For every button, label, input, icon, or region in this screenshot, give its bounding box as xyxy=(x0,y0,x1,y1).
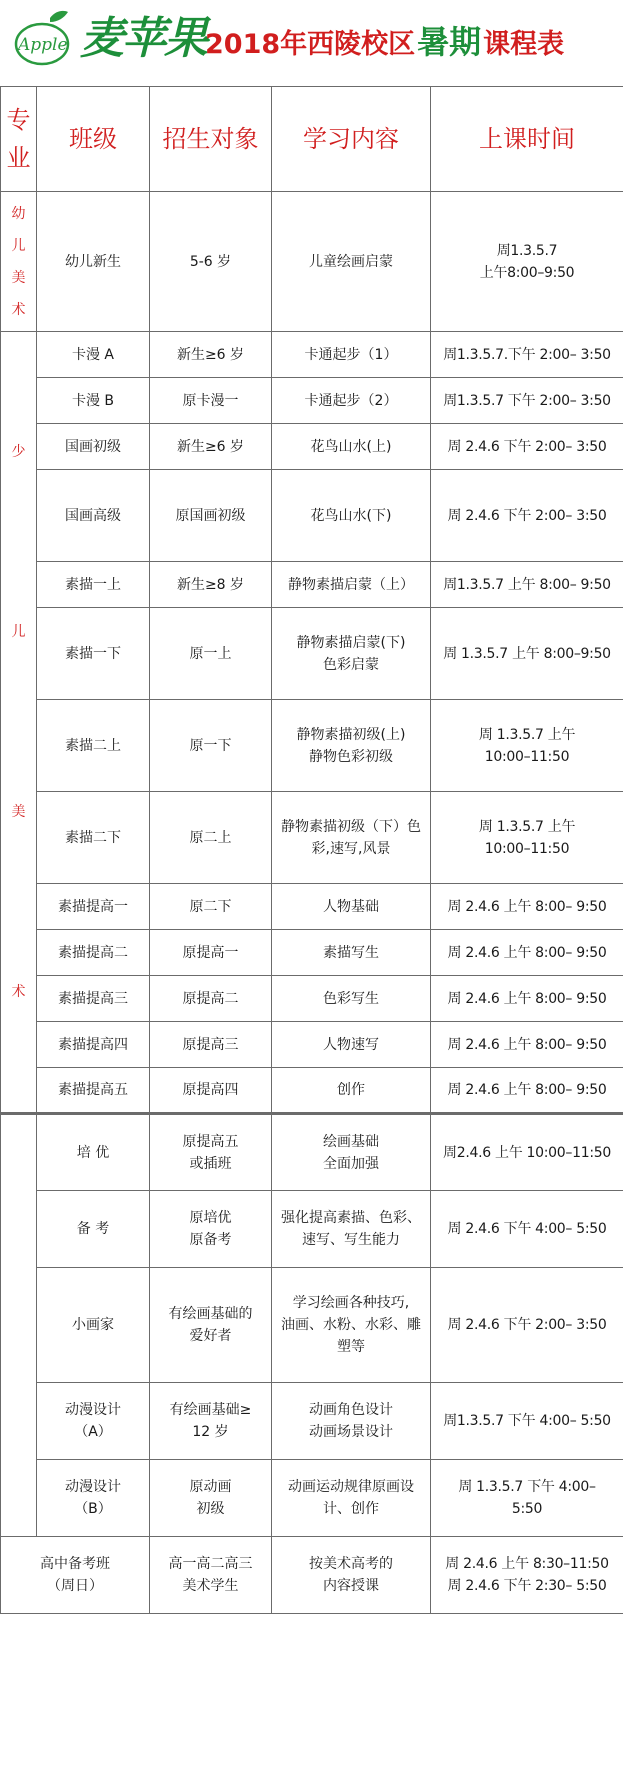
target-text: 原培优 xyxy=(189,1210,232,1226)
target-text: 原二下 xyxy=(189,898,232,915)
cell-time xyxy=(431,332,623,378)
time-text: 周 1.3.5.7 上午 xyxy=(478,726,576,743)
table-row xyxy=(1,1460,623,1537)
class-text: 动漫设计 xyxy=(65,1402,121,1418)
target-text: 有绘画基础≥ xyxy=(169,1402,252,1418)
content-text: 卡通起步（2） xyxy=(304,392,398,409)
cell-time xyxy=(431,470,623,562)
content-text: 静物色彩初级 xyxy=(309,748,393,765)
cell-content xyxy=(272,378,431,424)
cell-content xyxy=(272,1191,431,1268)
cell-time xyxy=(431,378,623,424)
content-text: 彩,速写,风景 xyxy=(311,840,391,857)
cell-time xyxy=(431,792,623,884)
cell-target xyxy=(150,1022,272,1068)
cell-content xyxy=(272,424,431,470)
title-schedule: 课程表 xyxy=(483,29,565,60)
cell-class xyxy=(37,1022,150,1068)
page-header xyxy=(0,0,623,86)
cell-class xyxy=(37,1460,150,1537)
target-text: 新生≥6 岁 xyxy=(176,438,245,455)
header-time: 上课时间 xyxy=(431,87,623,192)
class-text: 卡漫 B xyxy=(71,392,115,409)
cell-target xyxy=(150,1537,272,1614)
class-text: 素描二下 xyxy=(65,829,121,846)
course-schedule-table xyxy=(0,86,623,1614)
time-text: 周 1.3.5.7 上午 8:00–9:50 xyxy=(443,645,611,662)
major-blank xyxy=(1,1114,37,1537)
cell-class xyxy=(37,930,150,976)
target-text: 原卡漫一 xyxy=(182,392,239,409)
time-text: 周 1.3.5.7 上午 xyxy=(478,818,576,835)
cell-class xyxy=(37,1191,150,1268)
table-row xyxy=(1,332,623,378)
content-text: 计、创作 xyxy=(323,1501,379,1517)
class-text: 素描提高三 xyxy=(58,990,128,1007)
class-text: 高中备考班 xyxy=(40,1556,110,1572)
class-text: 幼儿新生 xyxy=(65,253,121,270)
table-row xyxy=(1,976,623,1022)
cell-content xyxy=(272,1383,431,1460)
content-text: 花鸟山水(上) xyxy=(310,438,392,455)
target-text: 有绘画基础的 xyxy=(168,1306,253,1322)
time-text: 周 2.4.6 下午 2:00– 3:50 xyxy=(447,507,607,524)
cell-content xyxy=(272,700,431,792)
major-kids-art: 幼 儿 美 术 xyxy=(1,192,37,332)
class-text: 动漫设计 xyxy=(65,1479,121,1495)
table-row xyxy=(1,424,623,470)
cell-time xyxy=(431,562,623,608)
content-text: 卡通起步（1） xyxy=(304,346,398,363)
target-text: 初级 xyxy=(196,1501,225,1517)
cell-class xyxy=(37,1114,150,1191)
target-text: 原一上 xyxy=(189,645,232,662)
cell-class xyxy=(37,700,150,792)
cell-class xyxy=(37,192,150,332)
target-text: 原一下 xyxy=(189,737,232,754)
cell-time xyxy=(431,1268,623,1383)
cell-target xyxy=(150,792,272,884)
content-text: 绘画基础 xyxy=(323,1133,379,1150)
cell-target xyxy=(150,1114,272,1191)
time-text: 周 1.3.5.7 下午 4:00– xyxy=(458,1479,596,1495)
table-row xyxy=(1,1191,623,1268)
cell-time xyxy=(431,1022,623,1068)
cell-content xyxy=(272,1268,431,1383)
cell-content xyxy=(272,1068,431,1114)
table-row xyxy=(1,884,623,930)
content-text: 色彩写生 xyxy=(323,990,379,1007)
cell-time xyxy=(431,700,623,792)
target-text: 新生≥8 岁 xyxy=(176,576,245,593)
cell-content xyxy=(272,332,431,378)
time-text: 周 2.4.6 下午 2:00– 3:50 xyxy=(447,1317,607,1333)
content-text: 静物素描启蒙（上） xyxy=(288,576,414,593)
cell-time xyxy=(431,1068,623,1114)
time-text: 周1.3.5.7.下午 2:00– 3:50 xyxy=(443,346,611,363)
content-text: 静物素描启蒙(下) xyxy=(296,634,406,651)
class-text: （周日） xyxy=(47,1578,103,1594)
table-row xyxy=(1,378,623,424)
class-text: （A） xyxy=(74,1424,112,1440)
time-text: 周 2.4.6 上午 8:00– 9:50 xyxy=(447,1036,607,1053)
major-youth-art: 少 儿 美 术 xyxy=(1,332,37,1114)
cell-target xyxy=(150,1268,272,1383)
cell-target xyxy=(150,930,272,976)
cell-target xyxy=(150,1191,272,1268)
cell-content xyxy=(272,884,431,930)
class-text: 小画家 xyxy=(72,1317,114,1333)
target-text: 高一高二高三 xyxy=(168,1556,253,1572)
logo-text: Apple xyxy=(18,35,68,55)
cell-content xyxy=(272,608,431,700)
table-row xyxy=(1,1268,623,1383)
class-text: 国画初级 xyxy=(65,438,121,455)
class-text: （B） xyxy=(74,1501,112,1517)
cell-content xyxy=(272,976,431,1022)
cell-content xyxy=(272,930,431,976)
cell-class xyxy=(37,608,150,700)
class-text: 素描一下 xyxy=(65,645,121,662)
content-text: 人物速写 xyxy=(323,1036,379,1053)
cell-target xyxy=(150,1460,272,1537)
table-row xyxy=(1,700,623,792)
page-title xyxy=(205,20,564,64)
content-text: 花鸟山水(下) xyxy=(310,507,392,524)
time-text: 周 2.4.6 上午 8:00– 9:50 xyxy=(447,944,607,961)
content-text: 素描写生 xyxy=(323,944,379,961)
cell-target xyxy=(150,424,272,470)
content-text: 静物素描初级（下）色 xyxy=(281,818,421,835)
time-text: 上午8:00–9:50 xyxy=(479,264,575,281)
class-text: 素描提高五 xyxy=(58,1082,128,1098)
table-row xyxy=(1,192,623,332)
class-text: 素描提高四 xyxy=(58,1036,128,1053)
time-text: 周2.4.6 上午 10:00–11:50 xyxy=(443,1144,611,1161)
target-text: 原国画初级 xyxy=(175,507,246,524)
cell-class xyxy=(37,884,150,930)
target-text: 12 岁 xyxy=(192,1424,229,1440)
time-text: 周 2.4.6 上午 8:00– 9:50 xyxy=(447,990,607,1007)
cell-class xyxy=(37,378,150,424)
content-text: 全面加强 xyxy=(323,1155,379,1172)
cell-time xyxy=(431,424,623,470)
table-row xyxy=(1,930,623,976)
content-text: 塑等 xyxy=(337,1339,365,1355)
cell-target xyxy=(150,700,272,792)
target-text: 美术学生 xyxy=(182,1578,239,1594)
table-row xyxy=(1,1068,623,1114)
target-text: 爱好者 xyxy=(189,1328,232,1344)
cell-time xyxy=(431,1114,623,1191)
table-body xyxy=(1,192,623,1614)
class-text: 素描二上 xyxy=(65,737,121,754)
content-text: 内容授课 xyxy=(323,1578,379,1594)
cell-class xyxy=(37,1068,150,1114)
table-row xyxy=(1,562,623,608)
content-text: 按美术高考的 xyxy=(309,1556,393,1572)
class-text: 卡漫 A xyxy=(71,346,115,363)
header-class: 班级 xyxy=(37,87,150,192)
cell-target xyxy=(150,332,272,378)
table-row xyxy=(1,1022,623,1068)
cell-target xyxy=(150,1383,272,1460)
table-row xyxy=(1,1114,623,1191)
cell-content xyxy=(272,1537,431,1614)
class-text: 素描一上 xyxy=(65,576,121,593)
cell-time xyxy=(431,930,623,976)
target-text: 原提高四 xyxy=(182,1082,239,1098)
table-row xyxy=(1,470,623,562)
class-text: 国画高级 xyxy=(65,507,121,524)
content-text: 动画场景设计 xyxy=(309,1424,393,1440)
target-text: 原提高二 xyxy=(182,990,239,1007)
header-major: 专 业 xyxy=(1,87,37,192)
cell-class xyxy=(37,792,150,884)
content-text: 静物素描初级(上) xyxy=(296,726,406,743)
content-text: 强化提高素描、色彩、 xyxy=(281,1210,421,1226)
target-text: 原提高一 xyxy=(182,944,239,961)
cell-target xyxy=(150,1068,272,1114)
time-text: 5:50 xyxy=(511,1501,543,1517)
brand-name: 麦苹果 xyxy=(80,13,206,64)
cell-content xyxy=(272,1022,431,1068)
time-text: 周1.3.5.7 下午 4:00– 5:50 xyxy=(443,1413,611,1429)
target-text: 原提高三 xyxy=(182,1036,239,1053)
target-text: 或插班 xyxy=(189,1155,232,1172)
target-text: 原备考 xyxy=(189,1232,232,1248)
content-text: 学习绘画各种技巧, xyxy=(292,1295,410,1311)
cell-target xyxy=(150,608,272,700)
table-row xyxy=(1,792,623,884)
cell-target xyxy=(150,884,272,930)
target-text: 原二上 xyxy=(189,829,232,846)
cell-time xyxy=(431,1460,623,1537)
title-summer: 暑期 xyxy=(417,23,482,61)
table-row xyxy=(1,608,623,700)
cell-time xyxy=(431,1191,623,1268)
cell-time xyxy=(431,1537,623,1614)
cell-class xyxy=(37,424,150,470)
apple-logo xyxy=(4,8,76,68)
cell-content xyxy=(272,1114,431,1191)
time-text: 周 2.4.6 下午 2:30– 5:50 xyxy=(447,1578,607,1594)
time-text: 周 2.4.6 上午 8:00– 9:50 xyxy=(447,898,607,915)
time-text: 周 2.4.6 下午 4:00– 5:50 xyxy=(447,1221,607,1237)
target-text: 原提高五 xyxy=(182,1133,239,1150)
time-text: 周1.3.5.7 xyxy=(496,242,558,259)
time-text: 周1.3.5.7 上午 8:00– 9:50 xyxy=(443,576,611,593)
cell-class xyxy=(37,1268,150,1383)
class-text: 培 优 xyxy=(76,1144,110,1161)
content-text: 油画、水粉、水彩、雕 xyxy=(281,1317,421,1333)
cell-time xyxy=(431,1383,623,1460)
cell-content xyxy=(272,192,431,332)
content-text: 创作 xyxy=(337,1082,365,1098)
content-text: 人物基础 xyxy=(323,898,379,915)
table-row xyxy=(1,1383,623,1460)
cell-class xyxy=(1,1537,150,1614)
header-row xyxy=(1,87,623,192)
cell-target xyxy=(150,976,272,1022)
class-text: 素描提高二 xyxy=(58,944,128,961)
content-text: 动画运动规律原画设 xyxy=(288,1479,414,1495)
class-text: 素描提高一 xyxy=(58,898,128,915)
time-text: 周 2.4.6 上午 8:30–11:50 xyxy=(445,1556,609,1572)
time-text: 10:00–11:50 xyxy=(484,840,570,857)
cell-time xyxy=(431,192,623,332)
cell-content xyxy=(272,470,431,562)
time-text: 10:00–11:50 xyxy=(484,748,570,765)
cell-target xyxy=(150,470,272,562)
cell-time xyxy=(431,608,623,700)
cell-class xyxy=(37,562,150,608)
target-text: 5-6 岁 xyxy=(189,253,232,270)
cell-class xyxy=(37,470,150,562)
cell-target xyxy=(150,192,272,332)
cell-content xyxy=(272,562,431,608)
cell-time xyxy=(431,976,623,1022)
content-text: 动画角色设计 xyxy=(309,1402,393,1418)
cell-target xyxy=(150,378,272,424)
title-school: 2018年西陵校区 xyxy=(205,29,416,60)
content-text: 速写、写生能力 xyxy=(302,1232,400,1248)
cell-class xyxy=(37,976,150,1022)
cell-content xyxy=(272,792,431,884)
time-text: 周1.3.5.7 下午 2:00– 3:50 xyxy=(443,392,611,409)
table-row xyxy=(1,1537,623,1614)
time-text: 周 2.4.6 下午 2:00– 3:50 xyxy=(447,438,607,455)
content-text: 色彩启蒙 xyxy=(323,656,379,673)
cell-class xyxy=(37,332,150,378)
cell-content xyxy=(272,1460,431,1537)
header-content: 学习内容 xyxy=(272,87,431,192)
content-text: 儿童绘画启蒙 xyxy=(309,253,393,270)
target-text: 新生≥6 岁 xyxy=(176,346,245,363)
cell-target xyxy=(150,562,272,608)
class-text: 备 考 xyxy=(76,1221,110,1237)
target-text: 原动画 xyxy=(189,1479,232,1495)
header-target: 招生对象 xyxy=(150,87,272,192)
cell-class xyxy=(37,1383,150,1460)
cell-time xyxy=(431,884,623,930)
time-text: 周 2.4.6 上午 8:00– 9:50 xyxy=(447,1082,607,1098)
